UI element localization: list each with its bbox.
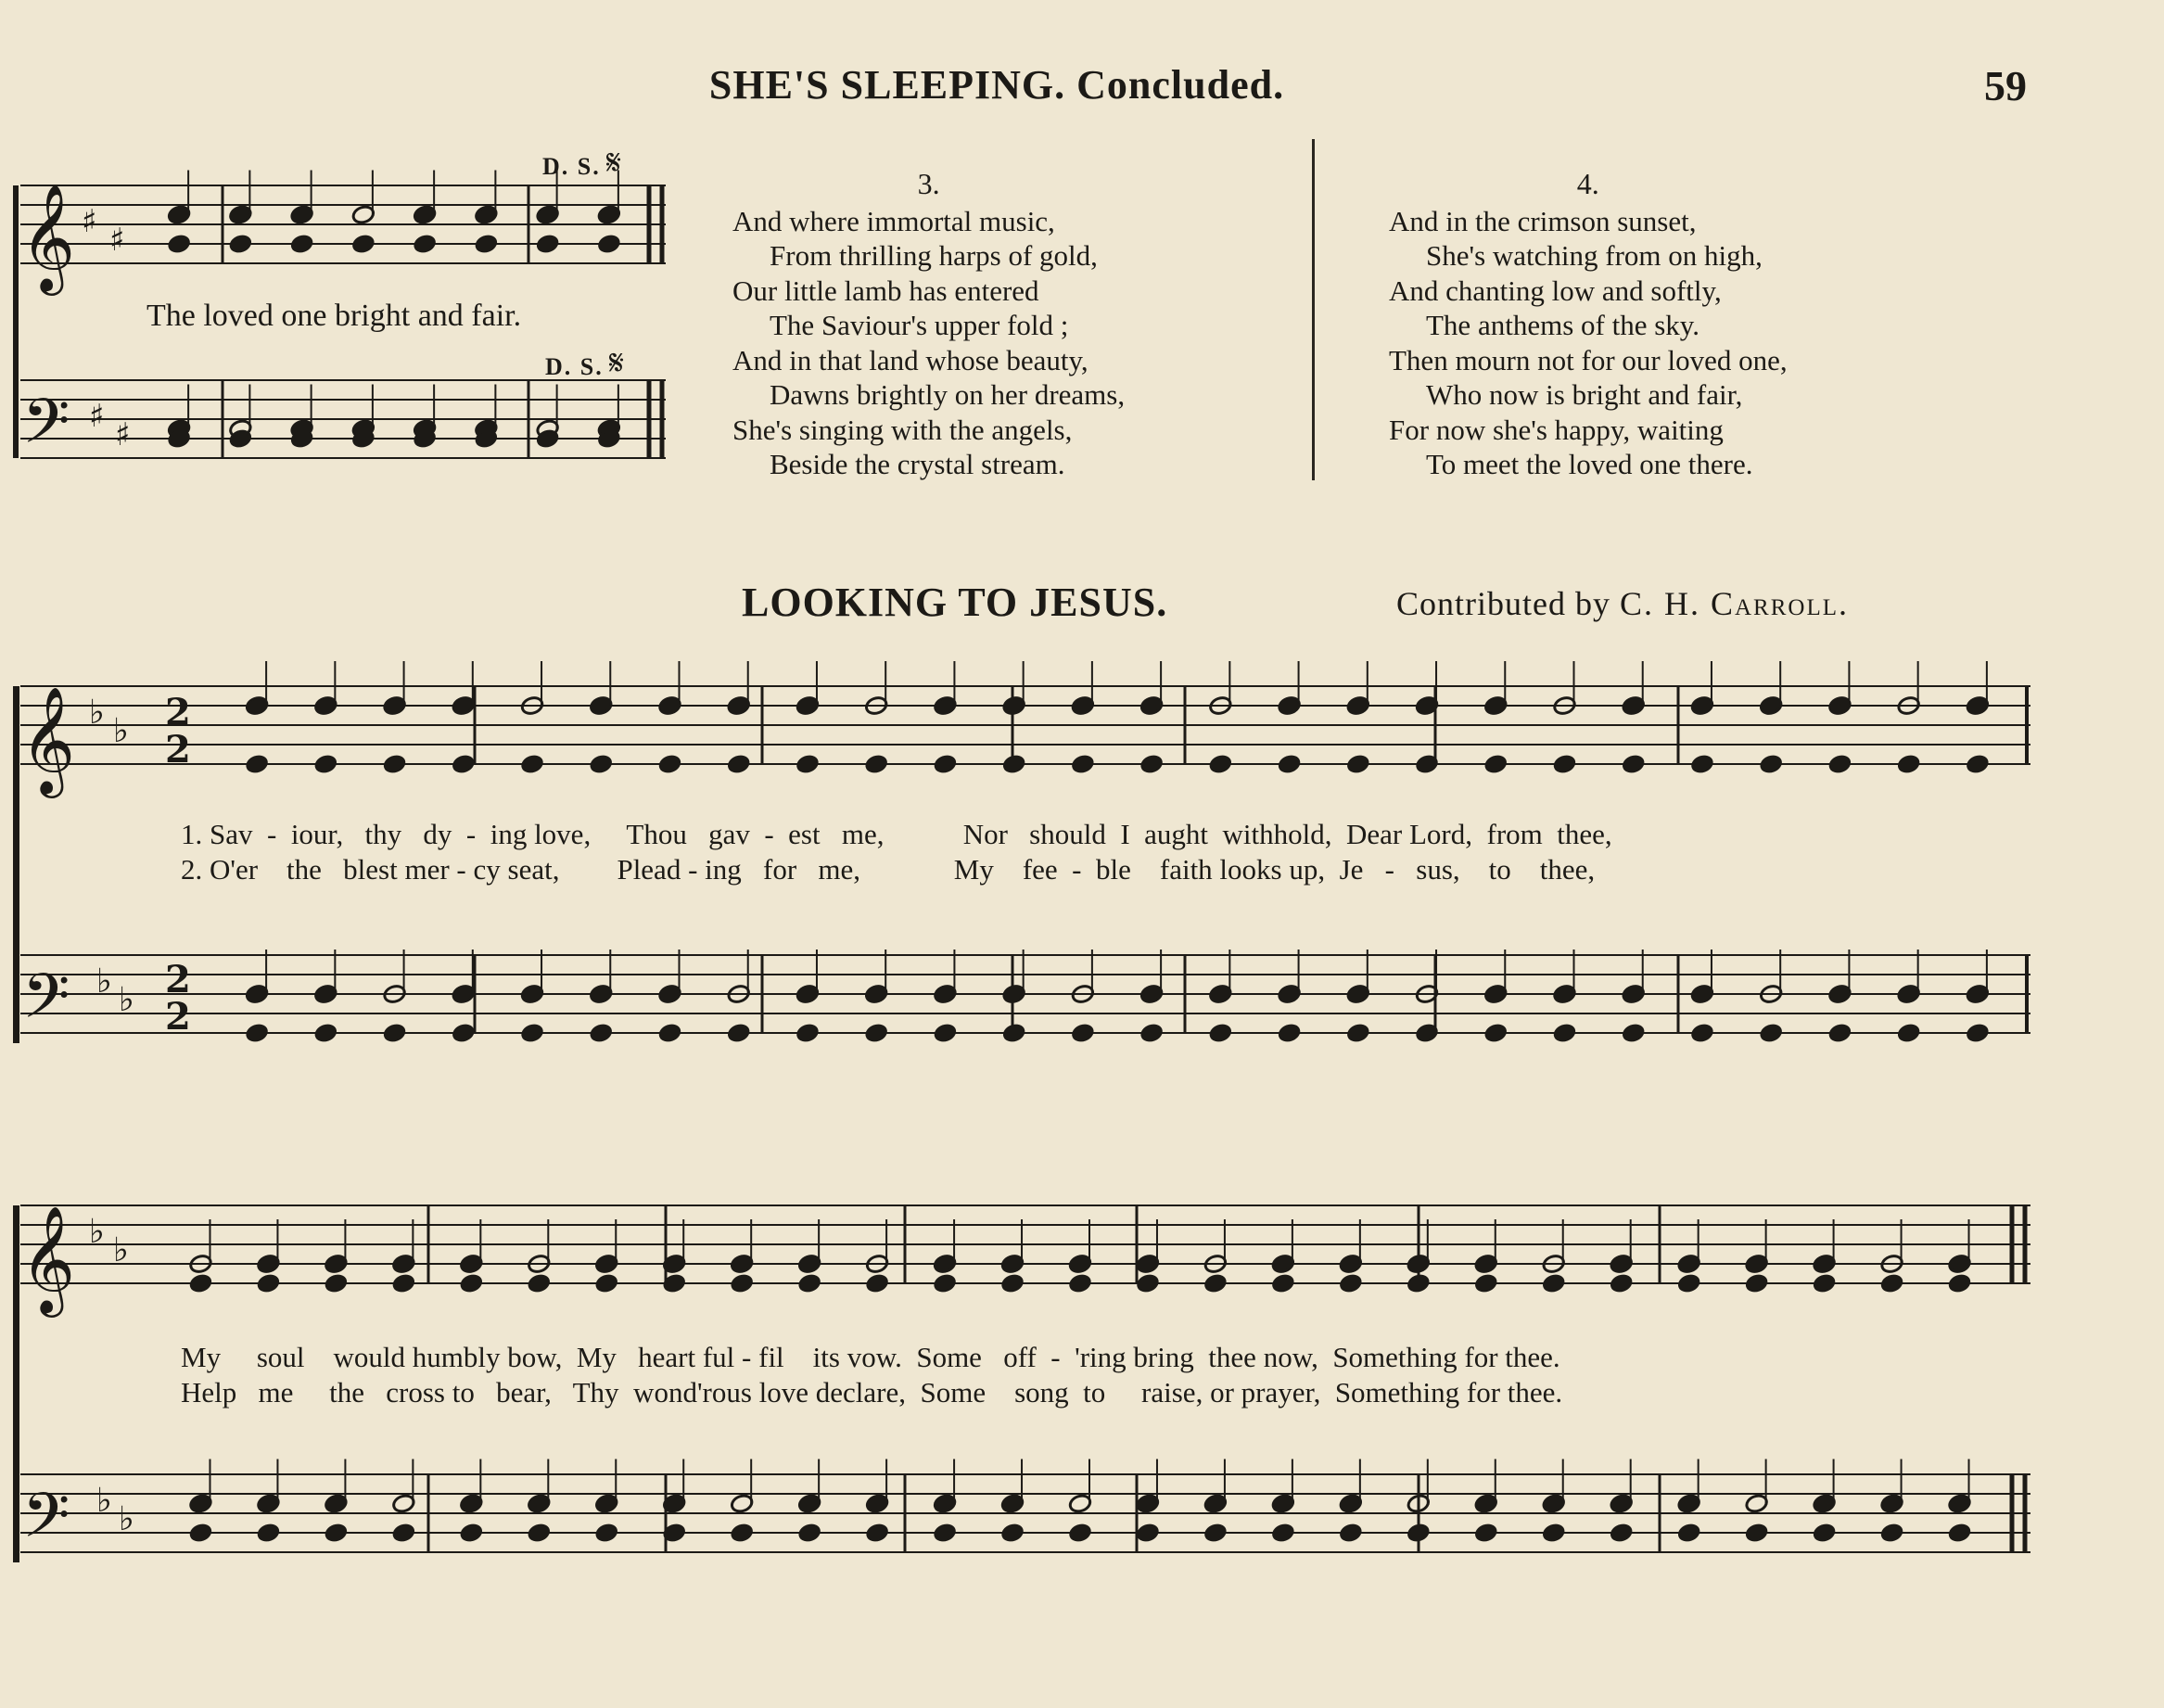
note-head <box>1483 1023 1508 1044</box>
flat-icon: ♭ <box>119 981 134 1019</box>
verse-line: Dawns brightly on her dreams, <box>770 378 1126 411</box>
note-head <box>1136 1273 1160 1294</box>
running-title: SHE'S SLEEPING. Concluded. <box>708 62 1285 108</box>
hymn-title: LOOKING TO JESUS. <box>742 580 1168 625</box>
note-head <box>1068 1273 1092 1294</box>
ds-label: D. S. <box>542 153 601 180</box>
ds-label: D. S. <box>545 353 604 380</box>
note-head <box>1339 1523 1363 1544</box>
note-head <box>1474 1523 1498 1544</box>
bass-clef-icon: 𝄢 <box>22 1480 70 1566</box>
note-head <box>1000 1523 1025 1544</box>
note-head <box>1690 1023 1714 1044</box>
note-head <box>933 1023 957 1044</box>
note-head <box>1002 754 1026 775</box>
verse-line: For now she's happy, waiting <box>1389 413 1724 446</box>
flat-icon: ♭ <box>96 962 112 1001</box>
note-head <box>413 234 437 255</box>
note-head <box>796 754 820 775</box>
note-head <box>933 754 957 775</box>
note-head <box>730 1523 754 1544</box>
note-head <box>1339 1273 1363 1294</box>
note-head <box>865 1273 889 1294</box>
note-head <box>1879 1273 1903 1294</box>
note-head <box>865 1523 889 1544</box>
flat-icon: ♭ <box>113 712 129 750</box>
note-head <box>1897 1023 1921 1044</box>
note-head <box>1947 1273 1971 1294</box>
treble-clef-icon: 𝄞 <box>20 183 76 291</box>
note-head <box>1278 754 1302 775</box>
note-head <box>520 754 544 775</box>
note-head <box>1897 754 1921 775</box>
note-head <box>1759 754 1783 775</box>
note-head <box>797 1523 821 1544</box>
note-head <box>452 754 476 775</box>
note-head <box>657 1023 681 1044</box>
note-head <box>1002 1023 1026 1044</box>
verse-line: Then mourn not for our loved one, <box>1389 343 1788 376</box>
note-head <box>167 234 191 255</box>
note-head <box>459 1523 483 1544</box>
note-head <box>1071 1023 1095 1044</box>
note-head <box>730 1273 754 1294</box>
treble-clef-icon: 𝄞 <box>20 685 76 794</box>
note-head <box>864 1023 888 1044</box>
flat-icon: ♭ <box>89 694 105 732</box>
verse-line: The anthems of the sky. <box>1426 309 1699 341</box>
bass-clef-icon: 𝄢 <box>22 386 70 472</box>
note-head <box>383 1023 407 1044</box>
flat-icon: ♭ <box>113 1231 129 1269</box>
note-head <box>1552 1023 1576 1044</box>
note-head <box>245 1023 269 1044</box>
time-signature-bottom: 2 <box>165 995 191 1039</box>
note-head <box>1745 1273 1769 1294</box>
flat-icon: ♭ <box>96 1482 112 1520</box>
flat-icon: ♭ <box>89 1213 105 1251</box>
note-head <box>245 754 269 775</box>
lyric-line-verse-2: 2. O'er the blest mer - cy seat, Plead - ing for me, My fee - ble faith looks up, Je - sus, to thee, <box>181 853 1596 886</box>
lyric-line-verse-1: 1. Sav - iour, thy dy - ing love, Thou gav - est me, Nor should I aught withhold, Dear Lord, from thee, <box>181 818 1612 850</box>
note-head <box>1813 1273 1837 1294</box>
note-head <box>1474 1273 1498 1294</box>
note-head <box>1271 1273 1295 1294</box>
verse-number: 4. <box>1576 167 1599 200</box>
segno-icon: 𝄋 <box>605 144 624 183</box>
segno-icon: 𝄋 <box>608 344 627 383</box>
note-head <box>933 1273 957 1294</box>
note-head <box>1407 1273 1431 1294</box>
note-head <box>324 1273 348 1294</box>
page-number: 59 <box>1984 62 2027 109</box>
note-head <box>1966 1023 1990 1044</box>
note-head <box>391 1273 415 1294</box>
note-head <box>474 234 498 255</box>
verse-line: Who now is bright and fair, <box>1426 378 1743 411</box>
note-head <box>1278 1023 1302 1044</box>
verse-line: Our little lamb has entered <box>732 274 1039 307</box>
verse-line: And in that land whose beauty, <box>732 343 1088 376</box>
note-head <box>1208 754 1232 775</box>
note-head <box>1610 1273 1634 1294</box>
note-head <box>290 234 314 255</box>
note-head <box>1966 754 1990 775</box>
note-head <box>256 1523 280 1544</box>
note-head <box>1136 1523 1160 1544</box>
note-head <box>657 754 681 775</box>
credit-name: C. H. Carroll. <box>1619 585 1850 622</box>
note-head <box>1759 1023 1783 1044</box>
note-head <box>1622 1023 1646 1044</box>
note-head <box>1346 1023 1370 1044</box>
verse-number: 3. <box>917 167 940 200</box>
note-head <box>536 234 560 255</box>
note-head <box>1139 1023 1164 1044</box>
sharp-icon: ♯ <box>82 203 97 240</box>
note-head <box>313 754 337 775</box>
note-head <box>452 1023 476 1044</box>
time-signature-top: 2 <box>165 691 191 734</box>
verse-line: She's watching from on high, <box>1426 239 1763 272</box>
note-head <box>1071 754 1095 775</box>
note-head <box>589 1023 613 1044</box>
note-head <box>1879 1523 1903 1544</box>
time-signature-top: 2 <box>165 958 191 1001</box>
note-head <box>1542 1273 1566 1294</box>
time-signature-bottom: 2 <box>165 728 191 771</box>
note-head <box>1690 754 1714 775</box>
system-brace <box>13 686 19 1043</box>
note-head <box>797 1273 821 1294</box>
sharp-icon: ♯ <box>89 398 105 435</box>
note-head <box>1622 754 1646 775</box>
lyric-line-verse-1: My soul would humbly bow, My heart ful - fil its vow. Some off - 'ring bring thee now, Something for thee. <box>181 1341 1560 1373</box>
verse-line: From thrilling harps of gold, <box>770 239 1098 272</box>
system-brace <box>13 185 19 458</box>
sharp-icon: ♯ <box>109 222 125 259</box>
note-head <box>796 1023 820 1044</box>
note-head <box>727 1023 751 1044</box>
note-head <box>594 1273 618 1294</box>
note-head <box>324 1523 348 1544</box>
note-head <box>527 1523 551 1544</box>
note-head <box>1827 754 1852 775</box>
verse-line: And in the crimson sunset, <box>1389 204 1697 237</box>
note-head <box>256 1273 280 1294</box>
note-head <box>1000 1273 1025 1294</box>
verse-line: The Saviour's upper fold ; <box>770 309 1069 341</box>
system-brace <box>13 1205 19 1562</box>
note-head <box>1203 1273 1228 1294</box>
treble-clef-icon: 𝄞 <box>20 1205 76 1313</box>
note-head <box>1610 1523 1634 1544</box>
note-head <box>1677 1273 1701 1294</box>
bass-clef-icon: 𝄢 <box>22 961 70 1047</box>
first-piece-lyric: The loved one bright and fair. <box>146 299 522 333</box>
note-head <box>1827 1023 1852 1044</box>
verse-line: And where immortal music, <box>732 204 1055 237</box>
note-head <box>1542 1523 1566 1544</box>
note-head <box>520 1023 544 1044</box>
note-head <box>1068 1523 1092 1544</box>
verse-line: And chanting low and softly, <box>1389 274 1722 307</box>
note-head <box>1483 754 1508 775</box>
note-head <box>594 1523 618 1544</box>
note-head <box>1552 754 1576 775</box>
note-head <box>527 1273 551 1294</box>
note-head <box>864 754 888 775</box>
note-head <box>589 754 613 775</box>
note-head <box>1139 754 1164 775</box>
verse-line: She's singing with the angels, <box>732 413 1073 446</box>
note-head <box>597 234 621 255</box>
note-head <box>1407 1523 1431 1544</box>
note-head <box>383 754 407 775</box>
verse-line: Beside the crystal stream. <box>770 448 1065 480</box>
note-head <box>727 754 751 775</box>
note-head <box>313 1023 337 1044</box>
note-head <box>1813 1523 1837 1544</box>
note-head <box>1203 1523 1228 1544</box>
lyric-line-verse-2: Help me the cross to bear, Thy wond'rous love declare, Some song to raise, or prayer, Something for thee. <box>181 1376 1563 1408</box>
credit-prefix: Contributed by <box>1396 585 1610 622</box>
note-head <box>1271 1523 1295 1544</box>
note-head <box>459 1273 483 1294</box>
note-head <box>1947 1523 1971 1544</box>
note-head <box>1745 1523 1769 1544</box>
note-head <box>391 1523 415 1544</box>
flat-icon: ♭ <box>119 1500 134 1538</box>
note-head <box>351 234 376 255</box>
note-head <box>188 1273 212 1294</box>
note-head <box>1208 1023 1232 1044</box>
note-head <box>188 1523 212 1544</box>
verse-line: To meet the loved one there. <box>1426 448 1753 480</box>
note-head <box>1677 1523 1701 1544</box>
note-head <box>228 234 252 255</box>
note-head <box>933 1523 957 1544</box>
note-head <box>1346 754 1370 775</box>
sharp-icon: ♯ <box>115 416 131 453</box>
